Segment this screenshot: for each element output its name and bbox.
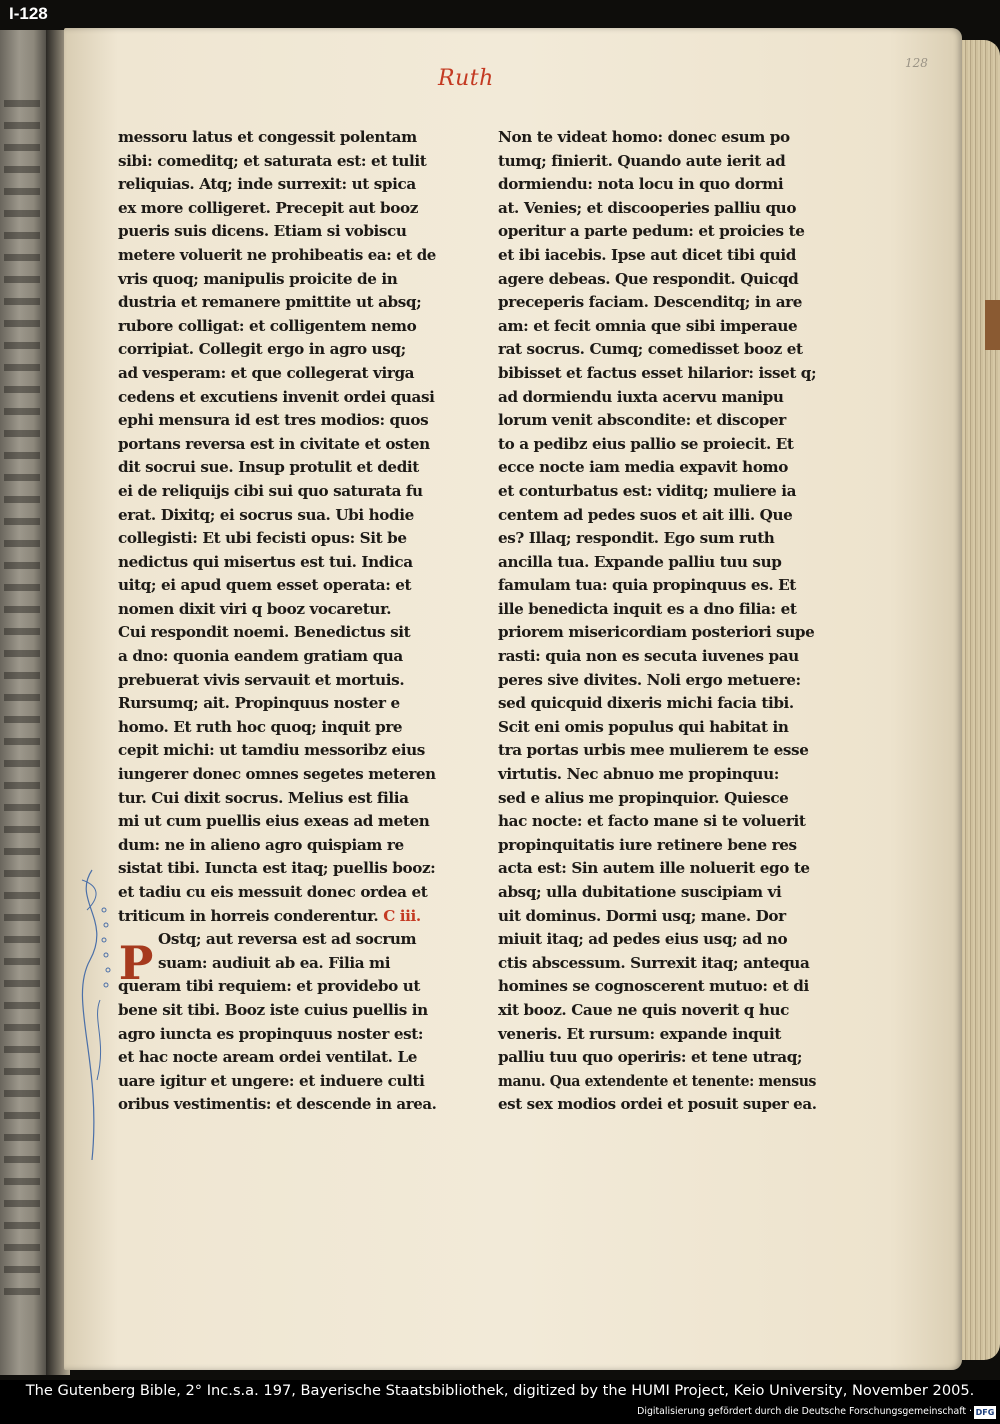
- text-line: dit socrui sue. Insup protulit et dedit: [118, 458, 419, 477]
- text-line: homo. Et ruth hoc quoq; inquit pre: [118, 717, 403, 736]
- text-line: Scit eni omis populus qui habitat in: [498, 717, 789, 736]
- text-line: triticum in horreis conderentur. C iii.: [118, 906, 421, 925]
- text-line: ad vesperam: et que collegerat virga: [118, 363, 415, 382]
- marginal-flourish: [62, 860, 122, 1170]
- text-line: uare igitur et ungere: et induere culti: [118, 1071, 425, 1090]
- text-line: queram tibi requiem: et providebo ut: [118, 977, 420, 996]
- text-line: reliquias. Atq; inde surrexit: ut spica: [118, 175, 416, 194]
- text-line: dormiendu: nota locu in quo dormi: [498, 175, 784, 194]
- text-line: sed e alius me propinquior. Quiesce: [498, 788, 789, 807]
- text-line: to a pedibz eius pallio se proiecit. Et: [498, 434, 794, 453]
- text-line: suam: audiuit ab ea. Filia mi: [158, 953, 391, 972]
- text-line: iungerer donec omnes segetes meteren: [118, 765, 436, 784]
- text-line: veneris. Et rursum: expande inquit: [498, 1024, 782, 1043]
- text-line: peres sive divites. Noli ergo metuere:: [498, 670, 801, 689]
- text-line: ei de reliquijs cibi sui quo saturata fu: [118, 481, 423, 500]
- text-line: palliu tuu quo operiris: et tene utraq;: [498, 1048, 803, 1067]
- text-line: erat. Dixitq; ei socrus sua. Ubi hodie: [118, 505, 414, 524]
- text-line: hac nocte: et facto mane si te voluerit: [498, 812, 806, 831]
- text-line: oribus vestimentis: et descende in area.: [118, 1095, 437, 1114]
- chapter-rubric: C iii.: [383, 906, 421, 925]
- text-line: ecce nocte iam media expavit homo: [498, 458, 788, 477]
- book-page-edges: [958, 40, 1000, 1360]
- text-line: Ostq; aut reversa est ad socrum: [158, 930, 417, 949]
- text-line: Cui respondit noemi. Benedictus sit: [118, 623, 411, 642]
- binding-tab: [985, 300, 1000, 350]
- text-line: nedictus qui misertus est tui. Indica: [118, 552, 413, 571]
- text-line: propinquitatis iure retinere bene res: [498, 835, 797, 854]
- text-column-right: [498, 126, 816, 1117]
- text-line: priorem misericordiam posteriori supe: [498, 623, 815, 642]
- text-line: lorum venit abscondite: et discoper: [498, 411, 786, 430]
- text-line: ancilla tua. Expande palliu tuu sup: [498, 552, 782, 571]
- text-line: Rursumq; ait. Propinquus noster e: [118, 694, 400, 713]
- text-line: collegisti: Et ubi fecisti opus: Sit be: [118, 529, 407, 548]
- text-line: bibisset et factus esset hilarior: isset q;: [498, 363, 817, 382]
- text-line: et ibi iacebis. Ipse aut dicet tibi quid: [498, 245, 796, 264]
- text-line: cepit michi: ut tamdiu messoribz eius: [118, 741, 425, 760]
- text-line: tur. Cui dixit socrus. Melius est filia: [118, 788, 409, 807]
- text-line: a dno: quonia eandem gratiam qua: [118, 647, 403, 666]
- text-line: preceperis faciam. Descenditq; in are: [498, 293, 803, 312]
- text-line: ephi mensura id est tres modios: quos: [118, 411, 429, 430]
- text-line: rasti: quia non es secuta iuvenes pau: [498, 647, 799, 666]
- text-line: homines se cognoscerent mutuo: et di: [498, 977, 809, 996]
- text-line: et tadiu cu eis messuit donec ordea et: [118, 883, 428, 901]
- text-line: ex more colligeret. Precepit aut booz: [118, 198, 418, 217]
- text-line: vris quoq; manipulis proicite de in: [118, 269, 398, 288]
- text-line: uitq; ei apud quem esset operata: et: [118, 576, 412, 595]
- text-line: tumq; finierit. Quando aute ierit ad: [498, 151, 786, 170]
- dfg-logo: DFG: [975, 1408, 995, 1417]
- text-line: pueris suis dicens. Etiam si vobiscu: [118, 222, 407, 241]
- text-line: virtutis. Nec abnuo me propinquu:: [498, 765, 779, 784]
- text-line: est sex modios ordei et posuit super ea.: [498, 1095, 817, 1114]
- folio-label: I-128: [9, 4, 48, 23]
- text-line: bene sit tibi. Booz iste cuius puellis in: [118, 1000, 428, 1019]
- text-line: miuit itaq; ad pedes eius usq; ad no: [498, 930, 788, 949]
- text-line: at. Venies; et discooperies palliu quo: [498, 198, 797, 217]
- folio-number: 128: [905, 56, 928, 70]
- text-line: agere debeas. Que respondit. Quicqd: [498, 269, 799, 288]
- text-line: et conturbatus est: viditq; muliere ia: [498, 481, 797, 500]
- text-line: manu. Qua extendente et tenente: mensus: [498, 1071, 817, 1090]
- illuminated-initial: P: [118, 936, 154, 990]
- text-line: ad dormiendu iuxta acervu manipu: [498, 387, 784, 406]
- text-line: tra portas urbis mee mulierem te esse: [498, 741, 809, 760]
- running-head: Ruth: [438, 66, 494, 91]
- text-line: acta est: Sin autem ille noluerit ego te: [498, 859, 810, 878]
- text-line: mi ut cum puellis eius exeas ad meten: [118, 812, 430, 831]
- text-line: famulam tua: quia propinquus es. Et: [498, 576, 796, 595]
- text-line: et hac nocte aream ordei ventilat. Le: [118, 1048, 417, 1067]
- text-line: Non te videat homo: donec esum po: [498, 128, 790, 146]
- text-line: uit dominus. Dormi usq; mane. Dor: [498, 906, 786, 925]
- text-line: operitur a parte pedum: et proicies te: [498, 222, 805, 241]
- text-line: sistat tibi. Iuncta est itaq; puellis booz:: [118, 859, 436, 878]
- text-line: dustria et remanere pmittite ut absq;: [118, 293, 422, 312]
- facing-page-edge: [0, 30, 48, 1375]
- text-line: prebuerat vivis servauit et mortuis.: [118, 670, 405, 689]
- text-line: rat socrus. Cumq; comedisset booz et: [498, 340, 803, 359]
- text-line: centem ad pedes suos et ait illi. Que: [498, 505, 793, 524]
- image-caption: The Gutenberg Bible, 2° Inc.s.a. 197, Bayerische Staatsbibliothek, digitized by the HUMI Project, Keio University, November 2005.: [25, 1382, 975, 1399]
- text-line: portans reversa est in civitate et osten: [118, 434, 430, 453]
- text-line: ille benedicta inquit es a dno filia: et: [498, 599, 797, 618]
- text-line: agro iuncta es propinquus noster est:: [118, 1024, 424, 1043]
- text-line: sed quicquid dixeris michi facia tibi.: [498, 694, 794, 713]
- text-line: dum: ne in alieno agro quispiam re: [118, 835, 404, 854]
- text-line: metere voluerit ne prohibeatis ea: et de: [118, 245, 436, 264]
- text-line: nomen dixit viri q booz vocaretur.: [118, 599, 392, 618]
- facing-page-text-lines: [4, 100, 40, 1300]
- text-line: rubore colligat: et colligentem nemo: [118, 316, 417, 335]
- text-line: sibi: comeditq; et saturata est: et tulit: [118, 151, 427, 170]
- text-line: am: et fecit omnia que sibi imperaue: [498, 316, 798, 335]
- text-line: es? Illaq; respondit. Ego sum ruth: [498, 529, 775, 548]
- text-line: absq; ulla dubitatione suscipiam vi: [498, 883, 782, 901]
- funding-note: Digitalisierung gefördert durch die Deutsche Forschungsgemeinschaft ·: [637, 1406, 972, 1417]
- text-line: cedens et excutiens invenit ordei quasi: [118, 387, 435, 406]
- text-line: xit booz. Caue ne quis noverit q huc: [498, 1000, 789, 1019]
- text-line: corripiat. Collegit ergo in agro usq;: [118, 340, 406, 359]
- text-line: ctis abscessum. Surrexit itaq; antequa: [498, 953, 810, 972]
- text-column-left: [118, 126, 436, 1117]
- text-line: messoru latus et congessit polentam: [118, 128, 417, 146]
